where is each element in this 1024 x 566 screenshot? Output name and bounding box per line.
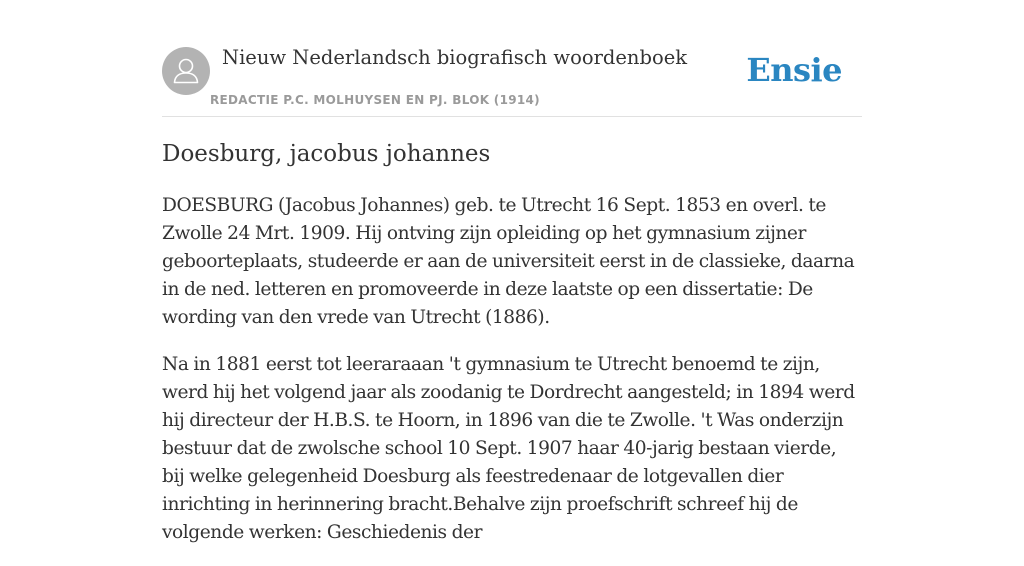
source-header <box>162 40 862 117</box>
entry-body <box>162 192 862 566</box>
source-editors: REDACTIE P.C. MOLHUYSEN EN PJ. BLOK (1914) <box>210 93 540 107</box>
entry-paragraph-1: DOESBURG (Jacobus Johannes) geb. te Utrecht 16 Sept. 1853 en overl. te Zwolle 24 Mrt. 1909. Hij ontving zijn opleiding op het gymnasium zijner geboorteplaats, studeerde er aan de universiteit eerst in de classieke, daarna in de ned. letteren en promoveerde in deze laatste op een dissertatie: De wording van den vrede van Utrecht (1886). <box>162 195 855 328</box>
entry-title: Doesburg, jacobus johannes <box>162 141 491 167</box>
source-title[interactable]: Nieuw Nederlandsch biografisch woordenboek <box>222 46 688 69</box>
user-silhouette-icon <box>162 47 210 95</box>
author-avatar[interactable] <box>162 47 210 95</box>
ensie-logo[interactable]: Ensie <box>746 51 842 89</box>
entry-paragraph-2: Na in 1881 eerst tot leeraraaan 't gymnasium te Utrecht benoemd te zijn, werd hij het volgend jaar als zoodanig te Dordrecht aangesteld; in 1894 werd hij directeur der H.B.S. te Hoorn, in 1896 van die te Zwolle. 't Was onderzijn bestuur dat de zwolsche school 10 Sept. 1907 haar 40-jarig bestaan vierde, bij welke gelegenheid Doesburg als feestredenaar de lotgevallen dier inrichting in herinnering bracht.Behalve zijn proefschrift schreef hij de volgende werken: Geschiedenis der <box>162 354 855 543</box>
